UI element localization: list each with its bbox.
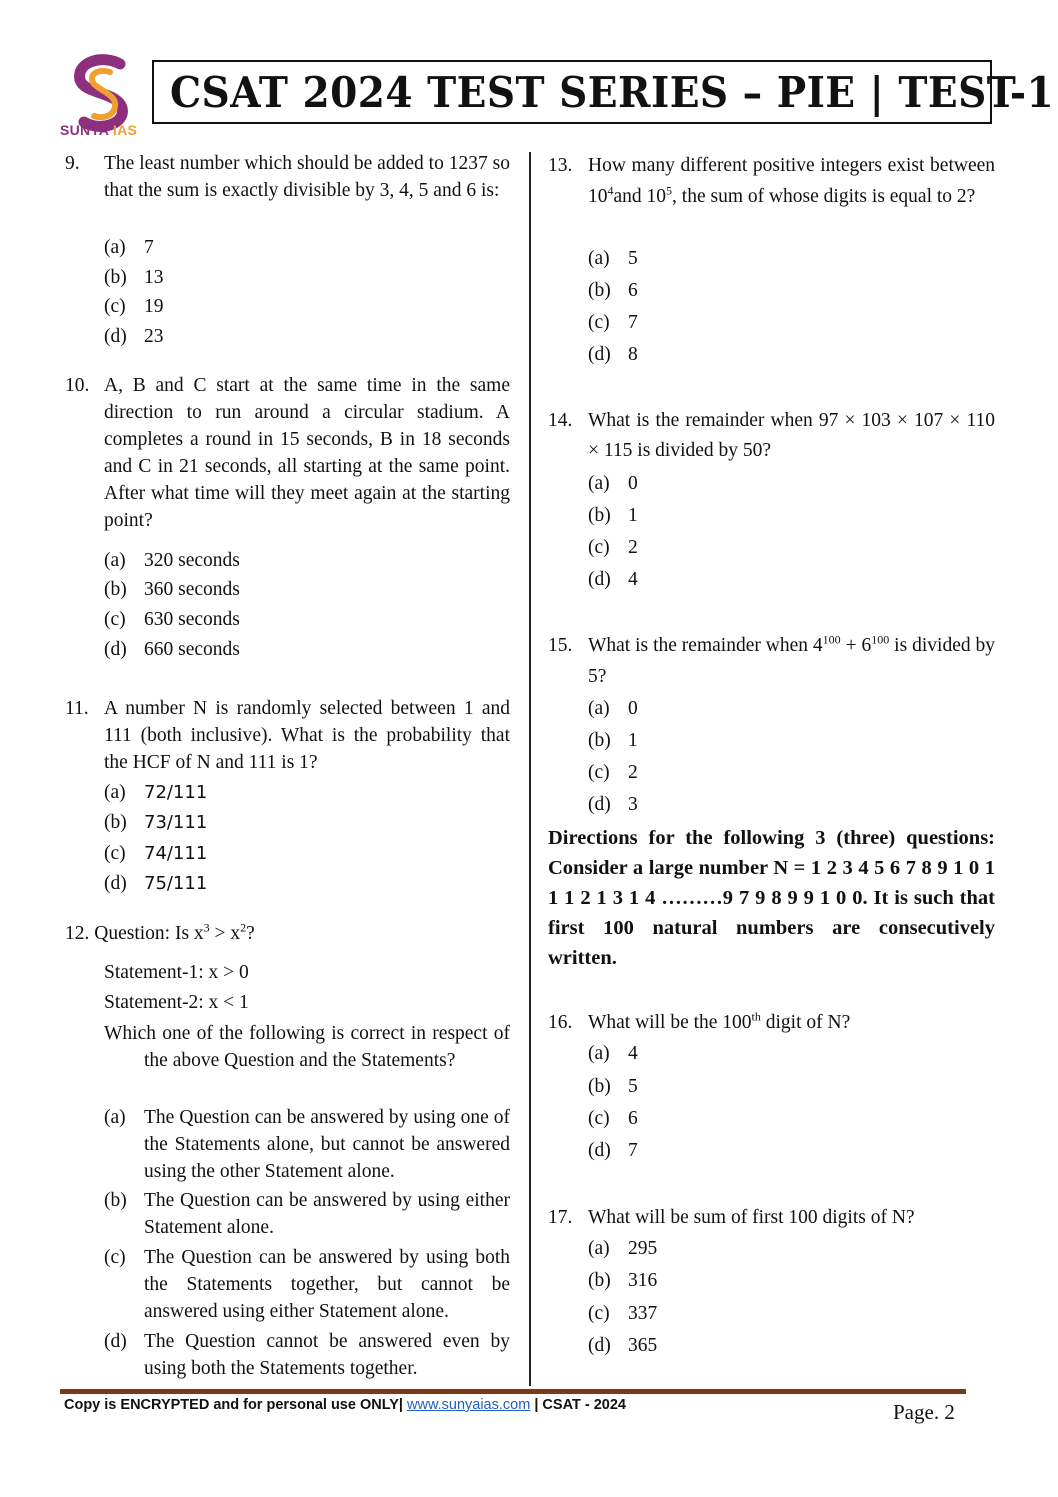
option-b[interactable] <box>588 277 638 305</box>
question-text <box>588 151 995 212</box>
footer-separator: | <box>530 1397 543 1413</box>
option-value: 23 <box>144 326 164 347</box>
option-value: 337 <box>628 1303 658 1324</box>
superscript: 5 <box>666 183 673 197</box>
option-c[interactable] <box>588 759 638 787</box>
option-value: 19 <box>144 296 164 317</box>
option-c[interactable] <box>104 1244 510 1325</box>
option-value: 1 <box>628 730 638 751</box>
option-label: (b) <box>104 812 127 833</box>
superscript: 4 <box>607 183 614 197</box>
option-value: 4 <box>628 1043 638 1064</box>
option-value: 7 <box>628 312 638 333</box>
option-value: 320 seconds <box>144 550 240 571</box>
question-number: 13. <box>548 155 573 176</box>
option-value: The Question can be answered by using both the Statements together, but cannot be answered using either Statement alone. <box>144 1247 510 1322</box>
page-title: CSAT 2024 TEST SERIES – PIE | TEST-1 <box>170 68 1055 117</box>
option-d[interactable] <box>588 791 638 819</box>
option-a[interactable] <box>588 245 638 273</box>
column-divider <box>529 152 531 1386</box>
option-a[interactable] <box>104 1104 510 1185</box>
option-value: 365 <box>628 1335 658 1356</box>
option-value: 6 <box>628 1108 638 1129</box>
option-label: (d) <box>588 344 611 365</box>
option-label: (b) <box>104 267 127 288</box>
option-b[interactable] <box>588 502 638 530</box>
option-b[interactable] <box>104 264 164 292</box>
option-value: 7 <box>144 237 154 258</box>
option-value: 1 <box>628 505 638 526</box>
question-text-part: What is the remainder when 4 <box>588 635 823 656</box>
option-label: (b) <box>588 1270 611 1291</box>
question-text: A, B and C start at the same time in the same direction to run around a circular stadium. A completes a round in 15 seconds, B in 18 seconds and C in 21 seconds, all starting at the same point. After what time will they meet again at the starting point? <box>104 375 510 531</box>
option-c[interactable] <box>104 606 240 634</box>
option-b[interactable] <box>104 809 207 837</box>
option-d[interactable] <box>588 566 638 594</box>
option-b[interactable] <box>588 1073 638 1101</box>
footer-exam: CSAT - 2024 <box>542 1397 626 1413</box>
option-label: (d) <box>588 794 611 815</box>
option-value: 73/111 <box>144 812 208 833</box>
option-label: (d) <box>588 1335 611 1356</box>
option-value: The Question can be answered by using either Statement alone. <box>144 1190 510 1238</box>
superscript: th <box>751 1009 761 1024</box>
footer <box>64 1397 626 1413</box>
question-text-part: Question: Is x <box>94 923 204 944</box>
option-label: (c) <box>588 312 610 333</box>
option-label: (c) <box>104 1247 126 1268</box>
option-a[interactable] <box>104 547 240 575</box>
option-label: (b) <box>104 1190 127 1211</box>
option-label: (a) <box>588 698 610 719</box>
question-number: 15. <box>548 635 573 656</box>
question-text <box>588 1008 995 1038</box>
question-prompt: Which one of the following is correct in respect of the above Question and the Statements? <box>104 1023 510 1071</box>
option-value: 295 <box>628 1238 658 1259</box>
option-value: 630 seconds <box>144 609 240 630</box>
question-text-part: + 6 <box>840 635 872 656</box>
option-value: 7 <box>628 1140 638 1161</box>
option-label: (d) <box>104 1331 127 1352</box>
option-label: (a) <box>104 782 126 803</box>
option-d[interactable] <box>104 870 207 898</box>
option-value: 3 <box>628 794 638 815</box>
option-label: (c) <box>104 843 126 864</box>
option-value: 360 seconds <box>144 579 240 600</box>
option-a[interactable] <box>104 234 154 262</box>
superscript: 2 <box>240 920 247 935</box>
question-number: 17. <box>548 1207 573 1228</box>
option-label: (b) <box>588 1076 611 1097</box>
option-label: (d) <box>104 639 127 660</box>
option-value: 13 <box>144 267 164 288</box>
question-text-part: , the sum of whose digits is equal to 2? <box>672 185 976 207</box>
option-a[interactable] <box>104 779 207 807</box>
option-c[interactable] <box>104 840 207 868</box>
question-text-part: How many different positive integers exist between 10 <box>588 155 995 207</box>
option-label: (a) <box>588 248 610 269</box>
option-label: (b) <box>588 280 611 301</box>
option-value: The Question cannot be answered even by using both the Statements together. <box>144 1331 510 1379</box>
option-label: (d) <box>104 873 127 894</box>
option-d[interactable] <box>104 636 240 664</box>
option-d[interactable] <box>104 323 164 351</box>
question-text-part: is divided by 5? <box>588 635 996 687</box>
statement-1: Statement-1: x > 0 <box>104 962 249 983</box>
question-text <box>588 630 995 692</box>
option-label: (b) <box>588 505 611 526</box>
option-value: 0 <box>628 698 638 719</box>
option-d[interactable] <box>104 1328 510 1382</box>
option-label: (c) <box>588 1303 610 1324</box>
option-d[interactable] <box>588 1332 657 1360</box>
logo-text <box>60 122 137 138</box>
option-label: (d) <box>588 569 611 590</box>
question-text <box>65 920 510 947</box>
option-value: 4 <box>628 569 638 590</box>
question-text: A number N is randomly selected between 1 and 111 (both inclusive). What is the probability that the HCF of N and 111 is 1? <box>104 698 510 773</box>
option-c[interactable] <box>588 534 638 562</box>
question-text: What will be sum of first 100 digits of N? <box>588 1207 915 1228</box>
option-a[interactable] <box>588 470 638 498</box>
option-label: (d) <box>104 326 127 347</box>
option-value: 0 <box>628 473 638 494</box>
option-a[interactable] <box>588 1040 638 1068</box>
option-b[interactable] <box>104 1187 510 1241</box>
option-label: (a) <box>104 550 126 571</box>
option-label: (a) <box>104 1107 126 1128</box>
footer-notice: Copy is ENCRYPTED and for personal use ONLY| <box>64 1397 403 1413</box>
option-value: 8 <box>628 344 638 365</box>
option-d[interactable] <box>588 1137 638 1165</box>
option-label: (d) <box>588 1140 611 1161</box>
page-number: Page. 2 <box>893 1400 955 1424</box>
question-text: What is the remainder when 97 × 103 × 107 × 110 × 115 is divided by 50? <box>588 410 995 461</box>
option-value: 5 <box>628 1076 638 1097</box>
question-number: 11. <box>65 698 89 719</box>
option-value: 74/111 <box>144 843 208 864</box>
option-label: (b) <box>104 579 127 600</box>
option-a[interactable] <box>588 695 638 723</box>
option-d[interactable] <box>588 341 638 369</box>
question-number: 12. <box>65 923 90 944</box>
question-text-part: digit of N? <box>760 1012 851 1033</box>
option-value: 2 <box>628 537 638 558</box>
option-value: The Question can be answered by using one of the Statements alone, but cannot be answered using the other Statement alone. <box>144 1107 510 1182</box>
question-text: The least number which should be added to 1237 so that the sum is exactly divisible by 3, 4, 5 and 6 is: <box>104 153 510 201</box>
question-text-part: ? <box>246 923 255 944</box>
option-value: 660 seconds <box>144 639 240 660</box>
option-b[interactable] <box>588 1267 657 1295</box>
option-label: (c) <box>588 1108 610 1129</box>
logo-brand-ias: IAS <box>112 122 138 138</box>
option-label: (c) <box>588 537 610 558</box>
option-label: (a) <box>588 1238 610 1259</box>
option-b[interactable] <box>104 576 240 604</box>
superscript: 100 <box>822 632 841 647</box>
option-a[interactable] <box>588 1235 657 1263</box>
statement-2: Statement-2: x < 1 <box>104 992 249 1013</box>
option-value: 72/111 <box>144 782 208 803</box>
option-label: (a) <box>588 473 610 494</box>
option-value: 2 <box>628 762 638 783</box>
option-value: 316 <box>628 1270 658 1291</box>
question-text-part: What will be the 100 <box>588 1012 752 1033</box>
footer-rule <box>60 1389 966 1394</box>
question-number: 14. <box>548 410 573 431</box>
option-c[interactable] <box>588 1105 638 1133</box>
question-number: 9. <box>65 153 80 174</box>
option-value: 75/111 <box>144 873 208 894</box>
option-b[interactable] <box>588 727 638 755</box>
question-number: 10. <box>65 375 90 396</box>
option-label: (b) <box>588 730 611 751</box>
option-label: (c) <box>588 762 610 783</box>
option-value: 5 <box>628 248 638 269</box>
option-value: 6 <box>628 280 638 301</box>
directions-text: Directions for the following 3 (three) questions: Consider a large number N = 1 2 3 4 5 6 7 8 9 1 0 1 1 1 2 1 3 1 4 ………9 7 9 8 9 9 1 0 0. It is such that first 100 natural numbers are consecutively written. <box>548 827 995 969</box>
option-label: (a) <box>104 237 126 258</box>
option-c[interactable] <box>104 293 164 321</box>
option-label: (c) <box>104 609 126 630</box>
option-c[interactable] <box>588 309 638 337</box>
logo-brand: SUNYA <box>60 122 109 138</box>
superscript: 100 <box>871 632 890 647</box>
option-c[interactable] <box>588 1300 657 1328</box>
footer-link[interactable]: www.sunyaias.com <box>407 1397 531 1413</box>
superscript: 3 <box>203 920 210 935</box>
option-label: (c) <box>104 296 126 317</box>
option-label: (a) <box>588 1043 610 1064</box>
question-text-part: and 10 <box>613 185 667 207</box>
question-text-part: > x <box>209 923 241 944</box>
question-number: 16. <box>548 1012 573 1033</box>
